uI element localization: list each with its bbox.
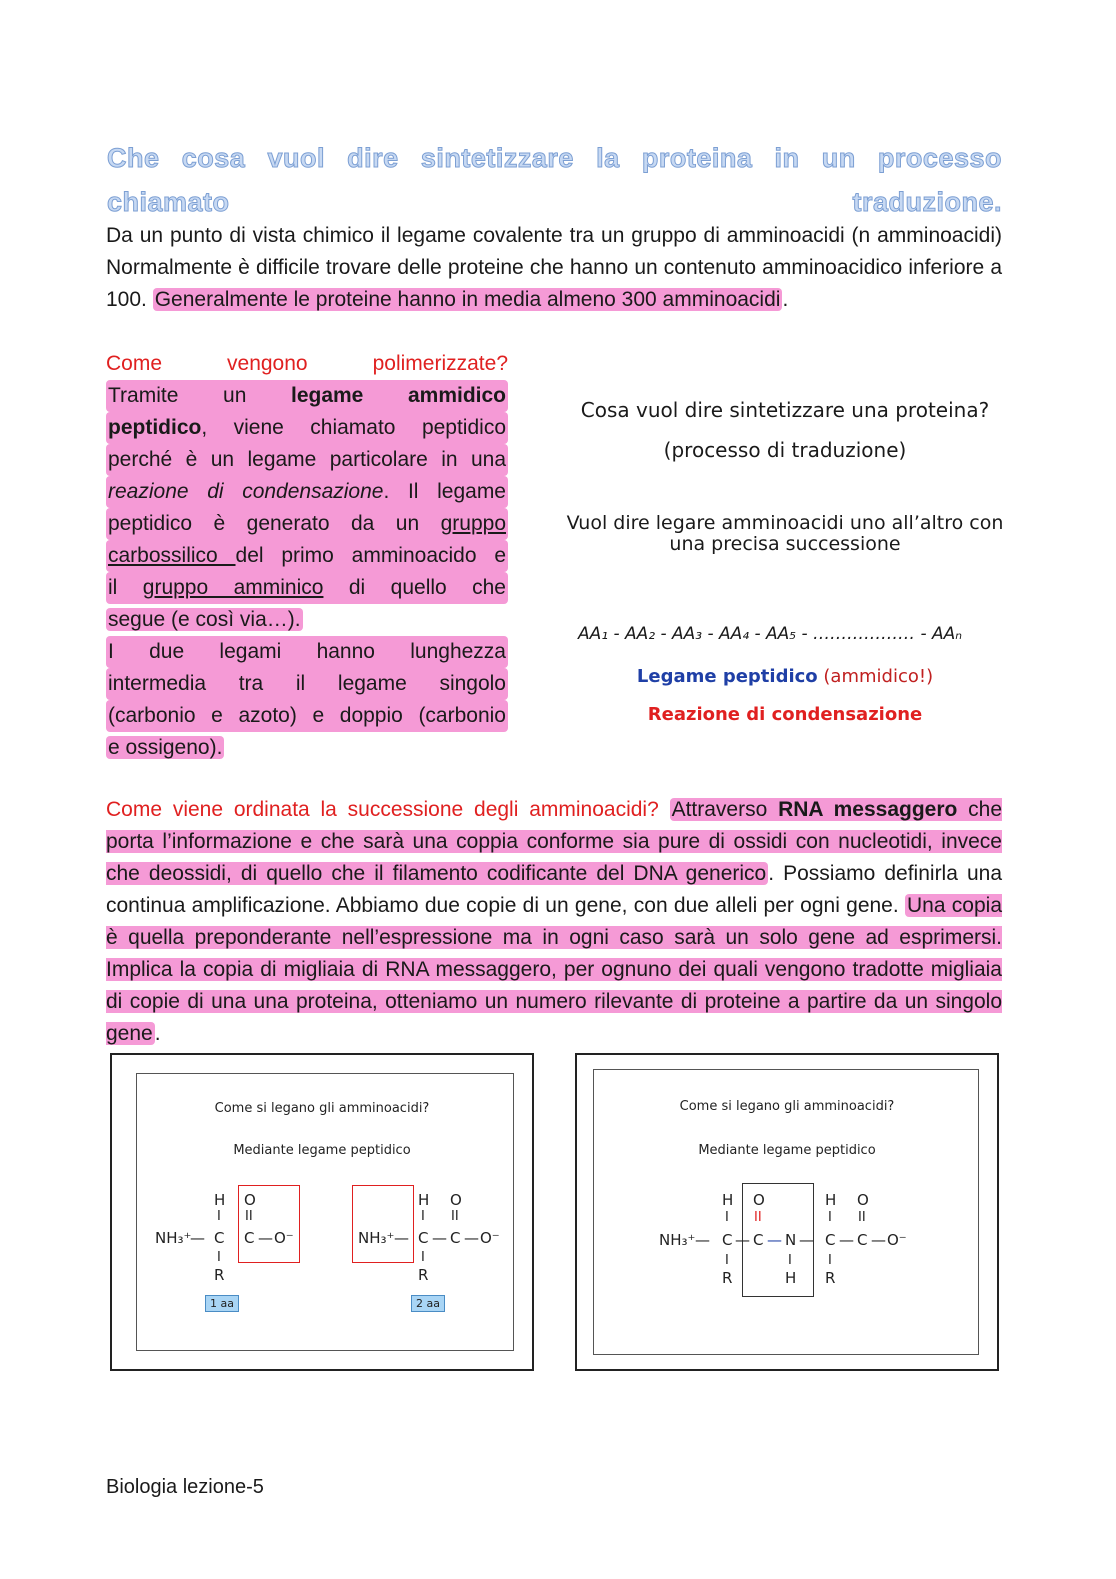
c-atom: C [825,1231,836,1249]
intro-end: . [782,288,789,311]
left-line: (carbonio e azoto) e doppio (carbonio [106,700,508,732]
text: il [108,576,143,599]
text: , viene chiamato peptidico [201,416,506,439]
slide-question: Cosa vuol dire sintetizzare una proteina? [580,398,990,422]
bond-red-text: (ammidico!) [817,666,934,687]
bond-vertical: I [828,1210,832,1225]
r-group: R [722,1269,733,1287]
figure-answer: Mediante legame peptidico [698,1143,876,1158]
h-atom: H [722,1191,734,1209]
text: e ossigeno). [108,736,223,759]
figure-question: Come si legano gli amminoacidi? [679,1099,895,1114]
text: Tramite un [108,384,291,407]
text: del primo amminoacido e [235,544,507,567]
left-line [106,412,508,444]
r-group: R [825,1269,836,1287]
o-minus: O⁻ [274,1229,294,1247]
order-question: Come viene ordinata la successione degli amminoacidi? [106,798,659,821]
o-atom: O [857,1191,869,1209]
left-line [106,604,508,636]
bond-vertical: I [828,1253,832,1268]
intro-paragraph [106,220,1002,316]
aa2-label: 2 aa [411,1295,445,1312]
bond-dash: — [190,1229,205,1247]
bond-vertical: I [217,1250,221,1265]
underlined-text: gruppo amminico [142,576,324,599]
bond-dash: — [464,1229,479,1247]
r-group: R [418,1266,429,1284]
o-atom: O [244,1191,256,1209]
second-normal: . Possiamo definirla una continua amplificazione. Abbiamo due copie di un gene, con due alleli per ogni gene. [106,862,1002,917]
reaction-label: Reazione di condensazione [647,704,923,725]
figure-amino-acids [110,1053,534,1371]
bond-blue-text: Legame peptidico [636,666,818,687]
figure-answer: Mediante legame peptidico [233,1143,411,1158]
bold-text: peptidico [108,416,202,439]
second-paragraph [106,794,1002,1050]
figure-peptide-bond [575,1053,999,1371]
underlined-text: gruppo [440,512,506,535]
bond-double: II [858,1210,866,1225]
text: peptidico è generato da un [108,512,441,535]
peptide-bond-blue: — [767,1231,782,1249]
second-end: . [154,1022,161,1045]
bond-double: II [451,1209,459,1224]
intro-text: Da un punto di vista chimico il legame covalente tra un gruppo di amminoacidi (n amminoacidi) Normalmente è difficile trovare delle proteine che hanno un contenuto amminoacidico inferiore a 100. [106,224,1002,311]
o-atom: O [753,1191,765,1209]
c-atom: C [753,1231,764,1249]
left-column [106,348,508,764]
r-group: R [214,1266,225,1284]
slide-description-1: Vuol dire legare amminoacidi uno all’altro con [566,512,1004,534]
c-atom: C [418,1229,429,1247]
text: . Il legame [383,480,506,503]
page-title: Che cosa vuol dire sintetizzare la proteina in un processo chiamato traduzione. [107,143,1002,217]
text: Attraverso [671,798,779,821]
bond-dash: — [799,1231,814,1249]
slide-subtitle: (processo di traduzione) [663,438,907,462]
bond-vertical: I [725,1210,729,1225]
bond-dash: — [432,1229,447,1247]
h-atom: H [785,1269,797,1287]
bond-vertical: I [788,1253,792,1268]
left-line [106,380,508,412]
bond-vertical: I [421,1250,425,1265]
left-line [106,540,508,572]
underlined-text: carbossilico [108,544,236,567]
bond-dash: — [258,1229,273,1247]
italic-text: reazione di condensazione [108,480,384,503]
amino-box [352,1185,414,1263]
copy-highlight: Una copia è quella preponderante nell’espressione ma in ogni caso sarà un solo gene ad esprimersi. Implica la copia di migliaia di RNA messaggero, per ognuno dei quali vengono tradotte migliaia di copie di una una proteina, otteniamo un numero rilevante di proteine a partire da un singolo gene [106,894,1002,1045]
c-atom: C [450,1229,461,1247]
aa1-label: 1 aa [205,1295,239,1312]
bold-text: RNA messaggero [778,798,958,821]
bond-double: II [245,1209,253,1224]
h-atom: H [825,1191,837,1209]
left-line: I due legami hanno lunghezza [106,636,508,668]
n-atom: N [785,1231,797,1249]
nh3-group: NH₃⁺ [358,1229,395,1247]
bond-dash: — [871,1231,886,1249]
bold-text: legame ammidico [290,384,506,407]
o-minus: O⁻ [887,1231,907,1249]
bond-dash: — [839,1231,854,1249]
bond-dash: — [695,1231,710,1249]
bond-dash: — [735,1231,750,1249]
h-atom: H [418,1191,430,1209]
bond-dash: — [394,1229,409,1247]
bond-vertical: I [217,1209,221,1224]
text: segue (e così via…). [108,608,301,631]
text: di quello che [323,576,506,599]
text: che porta l’informazione e che sarà una coppia conforme sia pure di ossidi con nucleotidi, invece che deossidi, di quello che il filamento codificante del DNA generico [106,798,1003,885]
polymer-question: Come vengono polimerizzate? [106,352,508,375]
double-bond-red: II [754,1210,762,1225]
c-atom: C [857,1231,868,1249]
amino-acid-sequence: AA₁ - AA₂ - AA₃ - AA₄ - AA₅ - ……………… - AAₙ [577,624,963,644]
c-atom: C [214,1229,225,1247]
c-atom: C [722,1231,733,1249]
h-atom: H [214,1191,226,1209]
left-line [106,572,508,604]
figure-question: Come si legano gli amminoacidi? [214,1101,430,1116]
left-line [106,508,508,540]
o-atom: O [450,1191,462,1209]
bond-label [530,666,1040,687]
left-line [106,476,508,508]
intro-highlight: Generalmente le proteine hanno in media almeno 300 amminoacidi [154,288,781,311]
page-footer: Biologia lezione-5 [106,1476,264,1498]
translation-slide [530,380,1040,740]
nh3-group: NH₃⁺ [155,1229,192,1247]
slide-description-2: una precisa successione [669,533,901,555]
left-line [106,732,508,764]
left-line: intermedia tra il legame singolo [106,668,508,700]
left-line: perché è un legame particolare in una [106,444,508,476]
bond-vertical: I [725,1253,729,1268]
bond-vertical: I [421,1209,425,1224]
o-minus: O⁻ [480,1229,500,1247]
nh3-group: NH₃⁺ [659,1231,696,1249]
c-atom: C [244,1229,255,1247]
